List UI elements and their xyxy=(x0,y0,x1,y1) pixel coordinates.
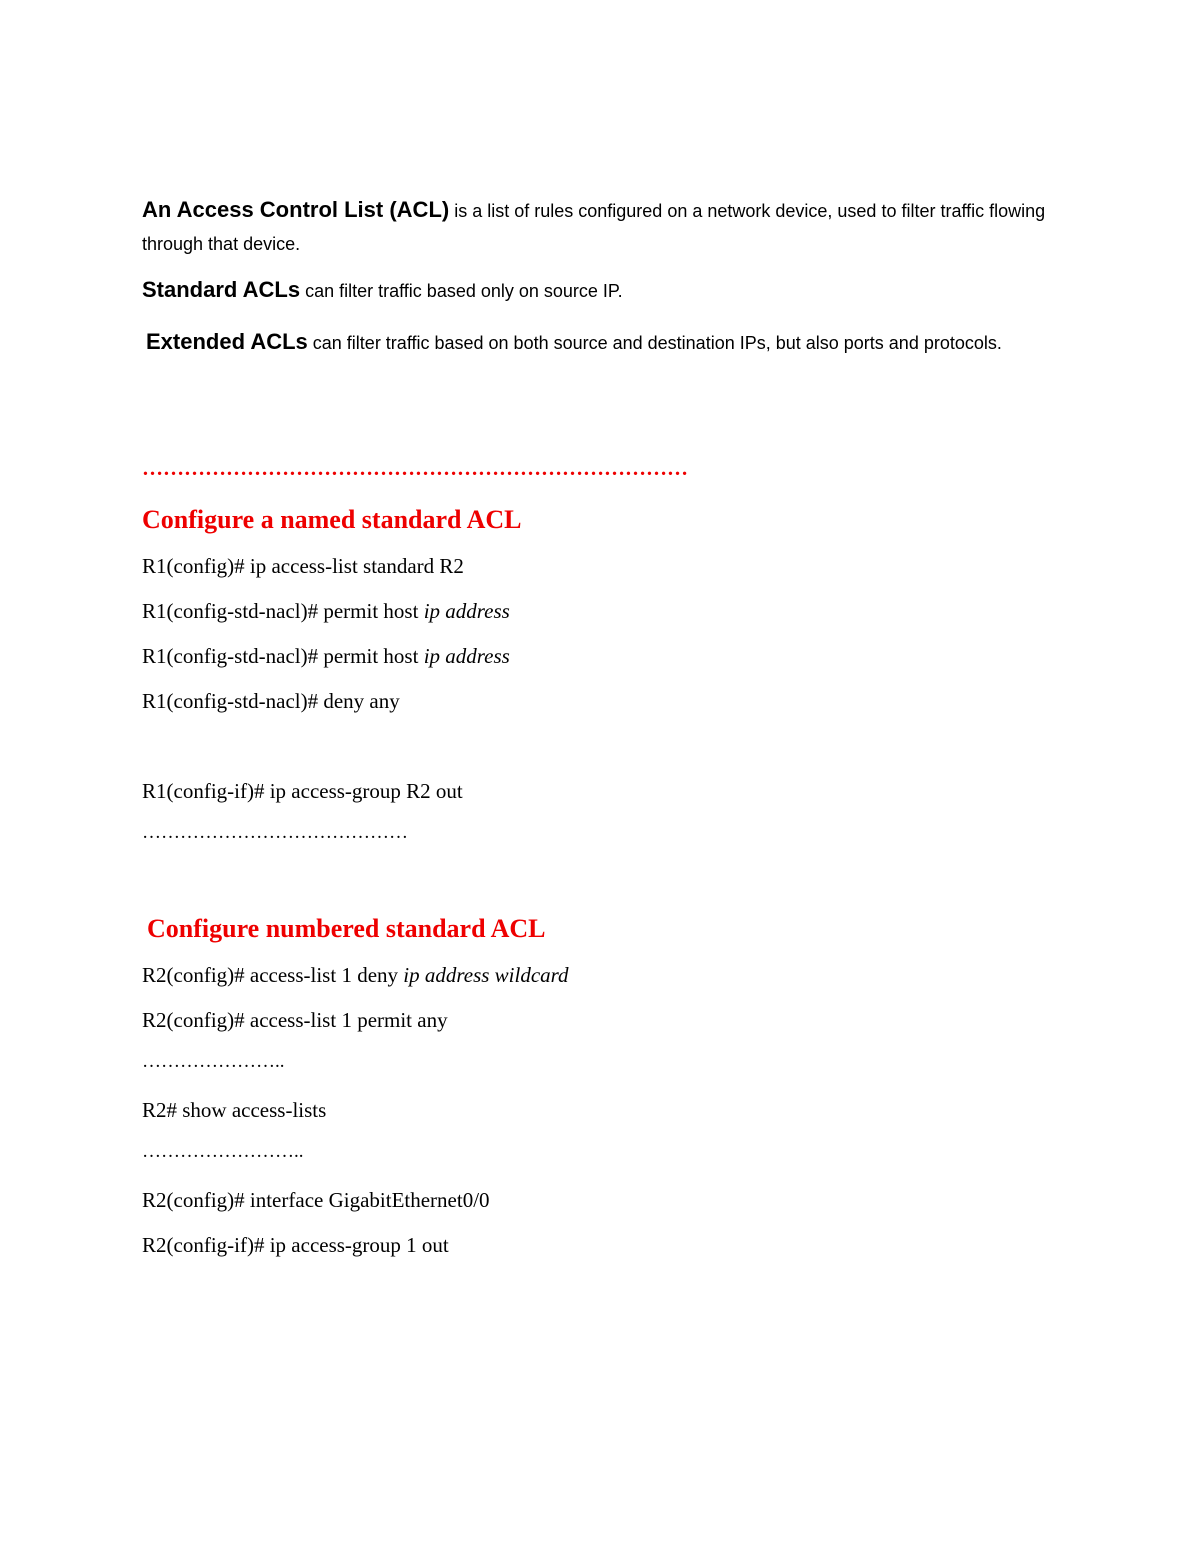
named-acl-line-2-placeholder: ip address xyxy=(423,599,510,623)
named-acl-line-2-command: R1(config-std-nacl)# permit host xyxy=(142,599,424,623)
numbered-acl-line-1 xyxy=(142,961,569,989)
named-acl-line-5: R1(config-if)# ip access-group R2 out xyxy=(142,779,463,803)
acl-definition-paragraph xyxy=(142,193,1062,261)
named-acl-line-2 xyxy=(142,597,510,625)
acl-term: An Access Control List (ACL) xyxy=(142,197,450,222)
acl-definition-text: is a list of rules configured on a network device, used to filter traffic flowing through that device. xyxy=(142,201,1046,254)
named-acl-line-3-placeholder: ip address xyxy=(423,644,510,668)
standard-acl-text: can filter traffic based only on source IP. xyxy=(300,281,623,301)
named-acl-line-1: R1(config)# ip access-list standard R2 xyxy=(142,554,464,578)
numbered-acl-line-4: R2(config)# interface GigabitEthernet0/0 xyxy=(142,1188,490,1212)
extended-acl-term: Extended ACLs xyxy=(146,329,308,354)
extended-acl-text: can filter traffic based on both source and destination IPs, but also ports and protocols. xyxy=(307,333,1002,353)
numbered-acl-heading: Configure numbered standard ACL xyxy=(147,914,546,943)
named-acl-line-4: R1(config-std-nacl)# deny any xyxy=(142,689,400,713)
numbered-acl-line-1-command: R2(config)# access-list 1 deny xyxy=(142,963,404,987)
numbered-acl-line-5: R2(config-if)# ip access-group 1 out xyxy=(142,1233,449,1257)
numbered-acl-dotted-separator-1: ………………….. xyxy=(142,1051,285,1072)
named-acl-dotted-separator: …………………………………… xyxy=(142,822,408,843)
named-acl-line-3-command: R1(config-std-nacl)# permit host xyxy=(142,644,424,668)
numbered-acl-line-3: R2# show access-lists xyxy=(142,1098,327,1122)
numbered-acl-line-1-placeholder: ip address wildcard xyxy=(403,963,569,987)
standard-acl-term: Standard ACLs xyxy=(142,277,301,302)
standard-acl-paragraph xyxy=(142,273,1062,308)
named-acl-heading: Configure a named standard ACL xyxy=(142,505,522,534)
numbered-acl-dotted-separator-2: …………………….. xyxy=(142,1141,304,1162)
red-dotted-separator: …………………………………………………………………… xyxy=(142,456,688,480)
extended-acl-paragraph xyxy=(146,325,1026,360)
named-acl-line-3 xyxy=(142,642,510,670)
numbered-acl-line-2: R2(config)# access-list 1 permit any xyxy=(142,1008,448,1032)
